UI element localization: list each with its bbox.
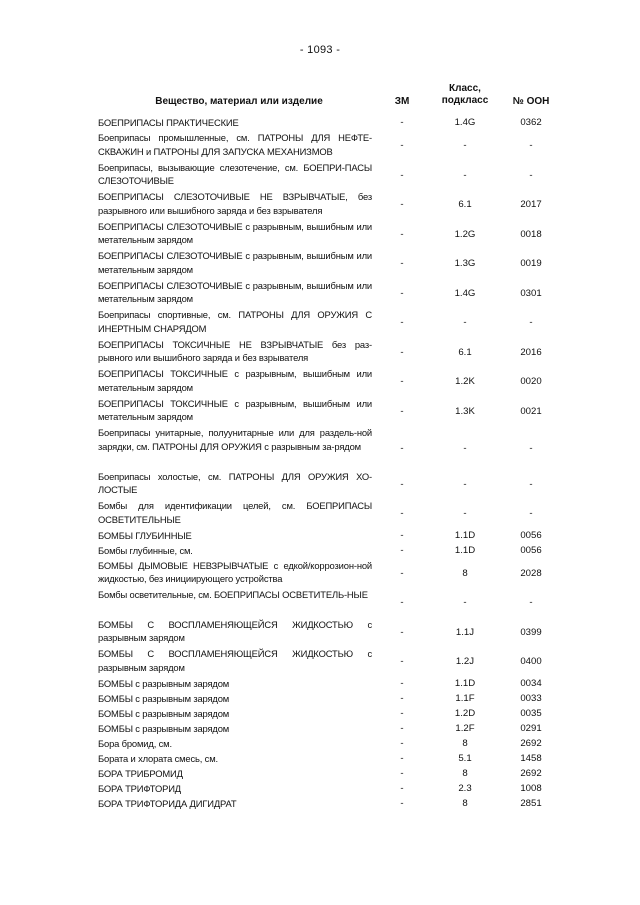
class-cell: 1.3K <box>455 405 475 417</box>
zm-cell: - <box>400 767 404 779</box>
un-number-cell: 2017 <box>520 199 542 210</box>
class-cell: 6.1 <box>458 346 472 358</box>
substance-name: Боеприпасы, вызывающие слезотечение, см. БОЕПРИ-ПАСЫ СЛЕЗОТОЧИВЫЕ <box>98 161 372 186</box>
class-cell: 2.3 <box>458 782 472 794</box>
header-un-number: № ООН <box>512 96 550 107</box>
table-row <box>0 220 640 250</box>
zm-cell: - <box>400 346 404 358</box>
table-row <box>0 279 640 309</box>
table-row <box>0 367 640 397</box>
un-number-cell: - <box>529 478 533 490</box>
class-cell: 1.4G <box>454 117 476 128</box>
un-number-cell: 0034 <box>520 677 542 689</box>
table-row <box>0 131 640 161</box>
class-cell: 1.3G <box>454 258 476 269</box>
table-row <box>0 782 640 797</box>
substance-name: Боеприпасы спортивные, см. ПАТРОНЫ ДЛЯ ОРУЖИЯ С ИНЕРТНЫМ СНАРЯДОМ <box>98 309 372 334</box>
class-cell: 1.1F <box>455 692 475 704</box>
substance-name: БОЕПРИПАСЫ ТОКСИЧНЫЕ с разрывным, вышибным или метательным зарядом <box>98 368 372 393</box>
header-zm: ЗМ <box>394 96 410 107</box>
class-cell: 8 <box>462 767 468 779</box>
class-cell: 5.1 <box>458 752 472 764</box>
zm-cell: - <box>400 117 404 128</box>
table-row <box>0 797 640 812</box>
table-row <box>0 544 640 559</box>
table-row <box>0 707 640 722</box>
class-cell: 1.1D <box>454 544 476 556</box>
class-cell: - <box>463 169 467 181</box>
table-row <box>0 529 640 544</box>
zm-cell: - <box>400 443 404 454</box>
zm-cell: - <box>400 677 404 689</box>
un-number-cell: 0400 <box>520 656 542 667</box>
zm-cell: - <box>400 258 404 269</box>
table-row <box>0 767 640 782</box>
table-row <box>0 618 640 648</box>
substance-name: БОЕПРИПАСЫ ПРАКТИЧЕСКИЕ <box>98 117 239 128</box>
class-cell: - <box>463 140 467 151</box>
zm-cell: - <box>400 508 404 519</box>
substance-name: Боеприпасы промышленные, см. ПАТРОНЫ ДЛЯ НЕФТЕ-СКВАЖИН и ПАТРОНЫ ДЛЯ ЗАПУСКА МЕХАНИЗМОВ <box>98 132 372 157</box>
zm-cell: - <box>400 737 404 749</box>
un-number-cell: - <box>529 169 533 181</box>
zm-cell: - <box>400 797 404 809</box>
substance-name: БОМБЫ С ВОСПЛАМЕНЯЮЩЕЙСЯ ЖИДКОСТЬЮ с разрывным зарядом <box>98 648 372 673</box>
table-row <box>0 338 640 368</box>
un-number-cell: 0020 <box>520 376 542 387</box>
substance-name: БОМБЫ с разрывным зарядом <box>98 692 230 704</box>
class-cell: 1.4G <box>454 287 476 299</box>
un-number-cell: - <box>529 317 533 328</box>
un-number-cell: 2016 <box>520 346 542 358</box>
table-row <box>0 722 640 737</box>
zm-cell: - <box>400 287 404 299</box>
un-number-cell: 0399 <box>520 626 542 638</box>
zm-cell: - <box>400 626 404 638</box>
zm-cell: - <box>400 140 404 151</box>
substance-name: БОМБЫ с разрывным зарядом <box>98 677 230 689</box>
zm-cell: - <box>400 692 404 704</box>
substance-name: БОЕПРИПАСЫ СЛЕЗОТОЧИВЫЕ с разрывным, вышибным или метательным зарядом <box>98 220 372 245</box>
substance-name: Бомбы для идентификации целей, см. БОЕПРИПАСЫ ОСВЕТИТЕЛЬНЫЕ <box>98 500 372 525</box>
un-number-cell: 2692 <box>520 737 542 749</box>
class-cell: 1.1J <box>455 626 475 638</box>
un-number-cell: 0291 <box>520 722 542 734</box>
un-number-cell: 2028 <box>520 567 542 579</box>
table-row <box>0 161 640 191</box>
class-cell: - <box>463 597 467 608</box>
un-number-cell: 1008 <box>520 782 542 794</box>
table-row <box>0 190 640 220</box>
un-number-cell: 0033 <box>520 692 542 704</box>
class-cell: - <box>463 443 467 454</box>
substance-name: Бората и хлората смесь, см. <box>98 752 218 764</box>
substance-name: БОЕПРИПАСЫ ТОКСИЧНЫЕ с разрывным, вышибным или метательным зарядом <box>98 397 372 422</box>
un-number-cell: 0056 <box>520 544 542 556</box>
un-number-cell: - <box>529 508 533 519</box>
substance-name: БОРА ТРИБРОМИД <box>98 767 183 779</box>
un-number-cell: 1458 <box>520 752 542 764</box>
class-cell: 1.2G <box>454 228 476 240</box>
zm-cell: - <box>400 656 404 667</box>
substance-name: БОЕПРИПАСЫ СЛЕЗОТОЧИВЫЕ с разрывным, вышибным или метательным зарядом <box>98 279 372 304</box>
zm-cell: - <box>400 707 404 719</box>
un-number-cell: 0021 <box>520 405 542 417</box>
zm-cell: - <box>400 405 404 417</box>
table-row <box>0 426 640 470</box>
zm-cell: - <box>400 228 404 240</box>
zm-cell: - <box>400 317 404 328</box>
table-row <box>0 116 640 131</box>
zm-cell: - <box>400 722 404 734</box>
zm-cell: - <box>400 567 404 579</box>
header-class: Класс, подкласс <box>441 83 489 106</box>
class-cell: - <box>463 478 467 490</box>
table-row <box>0 249 640 279</box>
substance-name: БОРА ТРИФТОРИД <box>98 782 181 794</box>
class-cell: 1.1D <box>454 529 476 541</box>
substance-name: Бомбы глубинные, см. <box>98 544 193 556</box>
table-row <box>0 692 640 707</box>
table-row <box>0 559 640 589</box>
table-row <box>0 397 640 427</box>
substance-name: БОРА ТРИФТОРИДА ДИГИДРАТ <box>98 797 237 809</box>
un-number-cell: 0301 <box>520 287 542 299</box>
substance-name: БОЕПРИПАСЫ СЛЕЗОТОЧИВЫЕ с разрывным, вышибным или метательным зарядом <box>98 250 372 275</box>
un-number-cell: 0362 <box>520 117 542 128</box>
class-cell: - <box>463 317 467 328</box>
un-number-cell: - <box>529 597 533 608</box>
zm-cell: - <box>400 782 404 794</box>
zm-cell: - <box>400 199 404 210</box>
class-cell: 8 <box>462 567 468 579</box>
zm-cell: - <box>400 169 404 181</box>
substance-name: БОМБЫ ДЫМОВЫЕ НЕВЗРЫВЧАТЫЕ с едкой/коррозион-ной жидкостью, без инициирующего устройства <box>98 559 372 584</box>
un-number-cell: - <box>529 140 533 151</box>
un-number-cell: 0019 <box>520 258 542 269</box>
class-cell: 1.2K <box>455 376 475 387</box>
class-cell: 1.2F <box>455 722 475 734</box>
substance-name: Бора бромид, см. <box>98 737 172 749</box>
table-row <box>0 677 640 692</box>
zm-cell: - <box>400 529 404 541</box>
table-row <box>0 647 640 677</box>
substance-name: Боеприпасы холостые, см. ПАТРОНЫ ДЛЯ ОРУЖИЯ ХО-ЛОСТЫЕ <box>98 470 372 495</box>
substance-name: БОМБЫ с разрывным зарядом <box>98 722 230 734</box>
substance-name: Бомбы осветительные, см. БОЕПРИПАСЫ ОСВЕТИТЕЛЬ-НЫЕ <box>98 589 368 600</box>
substance-name: Боеприпасы унитарные, полуунитарные или для раздель-ной зарядки, см. ПАТРОНЫ ДЛЯ ОРУЖИЯ с разрывным за-рядом <box>98 427 372 452</box>
un-number-cell: 0056 <box>520 529 542 541</box>
class-cell: - <box>463 508 467 519</box>
zm-cell: - <box>400 752 404 764</box>
table-row <box>0 588 640 618</box>
table-row <box>0 308 640 338</box>
substance-name: БОМБЫ с разрывным зарядом <box>98 707 230 719</box>
class-cell: 8 <box>462 797 468 809</box>
page-number: - 1093 - <box>299 44 341 56</box>
table-row <box>0 752 640 767</box>
table-row <box>0 499 640 529</box>
zm-cell: - <box>400 544 404 556</box>
class-cell: 1.2D <box>454 707 476 719</box>
table-row <box>0 737 640 752</box>
class-cell: 1.1D <box>454 677 476 689</box>
un-number-cell: 0018 <box>520 228 542 240</box>
table-row <box>0 470 640 500</box>
substance-name: БОЕПРИПАСЫ ТОКСИЧНЫЕ НЕ ВЗРЫВЧАТЫЕ без раз-рывного или вышибного заряда и без взрывателя <box>98 338 372 363</box>
class-cell: 8 <box>462 737 468 749</box>
zm-cell: - <box>400 597 404 608</box>
hazard-table <box>0 116 640 812</box>
class-cell: 6.1 <box>458 199 472 210</box>
un-number-cell: - <box>529 443 533 454</box>
un-number-cell: 2692 <box>520 767 542 779</box>
substance-name: БОМБЫ ГЛУБИННЫЕ <box>98 529 192 541</box>
header-substance: Вещество, материал или изделие <box>155 96 323 107</box>
un-number-cell: 2851 <box>520 797 542 809</box>
zm-cell: - <box>400 376 404 387</box>
un-number-cell: 0035 <box>520 707 542 719</box>
zm-cell: - <box>400 478 404 490</box>
substance-name: БОМБЫ С ВОСПЛАМЕНЯЮЩЕЙСЯ ЖИДКОСТЬЮ с разрывным зарядом <box>98 618 372 643</box>
class-cell: 1.2J <box>455 656 475 667</box>
substance-name: БОЕПРИПАСЫ СЛЕЗОТОЧИВЫЕ НЕ ВЗРЫВЧАТЫЕ, без разрывного или вышибного заряда и без взрывателя <box>98 191 372 216</box>
